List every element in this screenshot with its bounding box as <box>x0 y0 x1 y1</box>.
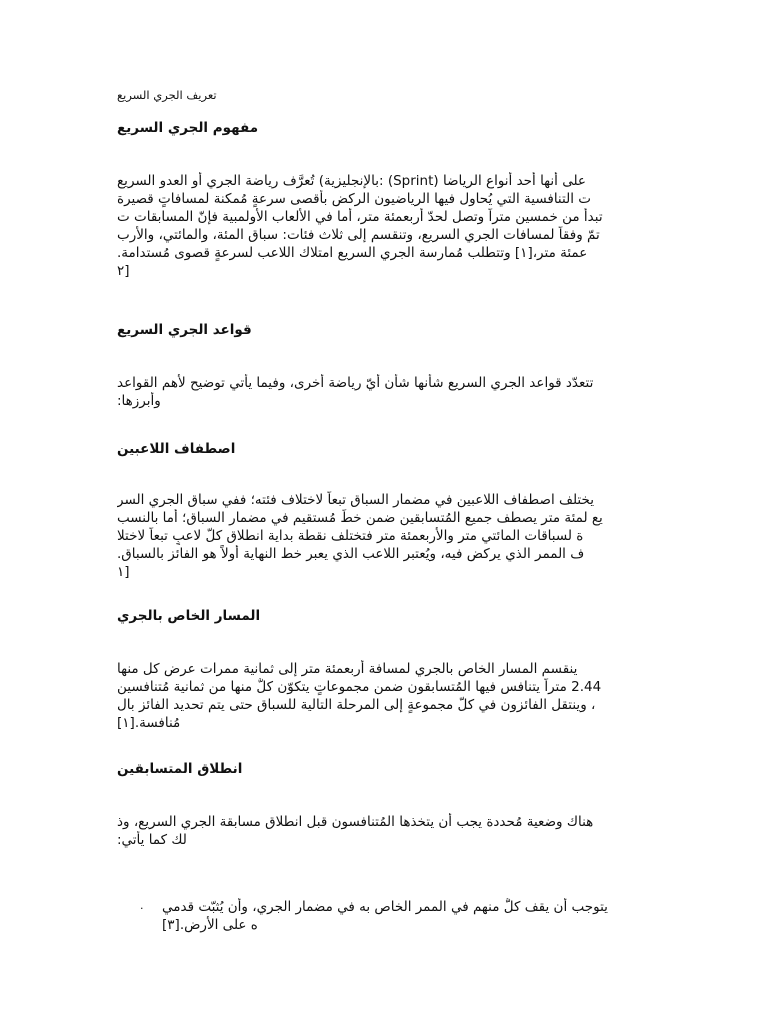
paragraph-line: عمئة متر،[١] وتتطلب مُمارسة الجري السريع امتلاك اللاعب لسرعةٍ قصوى مُستدامة. <box>117 245 588 261</box>
bullet-item <box>162 898 652 934</box>
paragraph-line: هناك وضعية مُحددة يجب أن يتخذها المُتنافسون قبل انطلاق مسابقة الجري السريع، وذ <box>117 814 594 830</box>
citation-line: [٢ <box>117 263 130 279</box>
paragraph-line: يختلف اصطفاف اللاعبين في مضمار السباق تبعاً لاختلاف فئته؛ ففي سباق الجري السر <box>117 492 594 508</box>
section-paragraph-lineup <box>117 491 652 581</box>
bullet-line: ه على الأرض.[٣] <box>162 917 258 933</box>
paragraph-line: مُنافسة.[١] <box>117 715 181 731</box>
paragraph-line: 2.44 متراً يتنافس فيها المُتسابقون ضمن مجموعاتٍ يتكوّن كلٌّ منها من ثمانية مُتنافسين <box>117 679 602 695</box>
bullet-line: يتوجب أن يقف كلٌّ منهم في الممر الخاص به في مضمار الجري، وأن يُثبّت قدمي <box>162 899 608 915</box>
section-heading-sprint-rules: قواعد الجري السريع <box>117 322 252 338</box>
bullet-marker: · <box>140 902 144 915</box>
section-heading-start: انطلاق المتسابقين <box>117 761 243 777</box>
paragraph-line: ، وينتقل الفائزون في كلّ مجموعةٍ إلى المرحلة التالية للسباق حتى يتم تحديد الفائز بال <box>117 697 596 713</box>
paragraph-line: ف الممر الذي يركض فيه، ويُعتبر اللاعب الذي يعبر خط النهاية أولاً هو الفائز بالسباق. <box>117 546 585 562</box>
page-title: تعريف الجري السريع <box>117 88 217 102</box>
section-paragraph-sprint-rules <box>117 374 652 410</box>
paragraph-line: ينقسم المسار الخاص بالجري لمسافة أربعمئة متر إلى ثمانية ممرات عرض كل منها <box>117 661 578 677</box>
section-paragraph-track <box>117 660 652 732</box>
citation-line: [١ <box>117 564 130 580</box>
section-heading-track: المسار الخاص بالجري <box>117 608 261 624</box>
paragraph-line: تمّ وفقاً لمسافات الجري السريع، وتنقسم إلى ثلاث فئات: سباق المئة، والمائتي، والأرب <box>117 227 600 243</box>
paragraph-line: تتعدّد قواعد الجري السريع شأنها شأن أيّ رياضة أخرى، وفيما يأتي توضيح لأهم القواعد <box>117 375 594 391</box>
section-heading-sprint-concept: مفهوم الجري السريع <box>117 120 259 136</box>
paragraph-line: تبدأ من خمسين متراً وتصل لحدّ أربعمئة متر، أما في الألعاب الأولمبية فإنّ المسابقات ت <box>117 209 603 225</box>
paragraph-line: على أنها أحد أنواع الرياضا (Sprint) :بالإنجليزية) تُعرَّف رياضة الجري أو العدو السريع <box>117 173 586 189</box>
paragraph-line: ت التنافسية التي يُحاول فيها الرياضيون الركض بأقصى سرعةٍ مُمكنة لمسافاتٍ قصيرة <box>117 191 591 207</box>
paragraph-line: يع لمئة متر يصطف جميع المُتسابقين ضمن خطٍّ مُستقيم في مضمار السباق؛ أما بالنسب <box>117 510 603 526</box>
section-paragraph-sprint-concept <box>117 172 652 280</box>
paragraph-line: لك كما يأتي: <box>117 832 187 848</box>
paragraph-line: ة لسباقات المائتي متر والأربعمئة متر فتختلف نقطة بداية انطلاق كلّ لاعبٍ تبعاً لاختلا <box>117 528 584 544</box>
section-heading-lineup: اصطفاف اللاعبين <box>117 441 236 457</box>
paragraph-line: وأبرزها: <box>117 393 161 409</box>
section-paragraph-start <box>117 813 652 849</box>
